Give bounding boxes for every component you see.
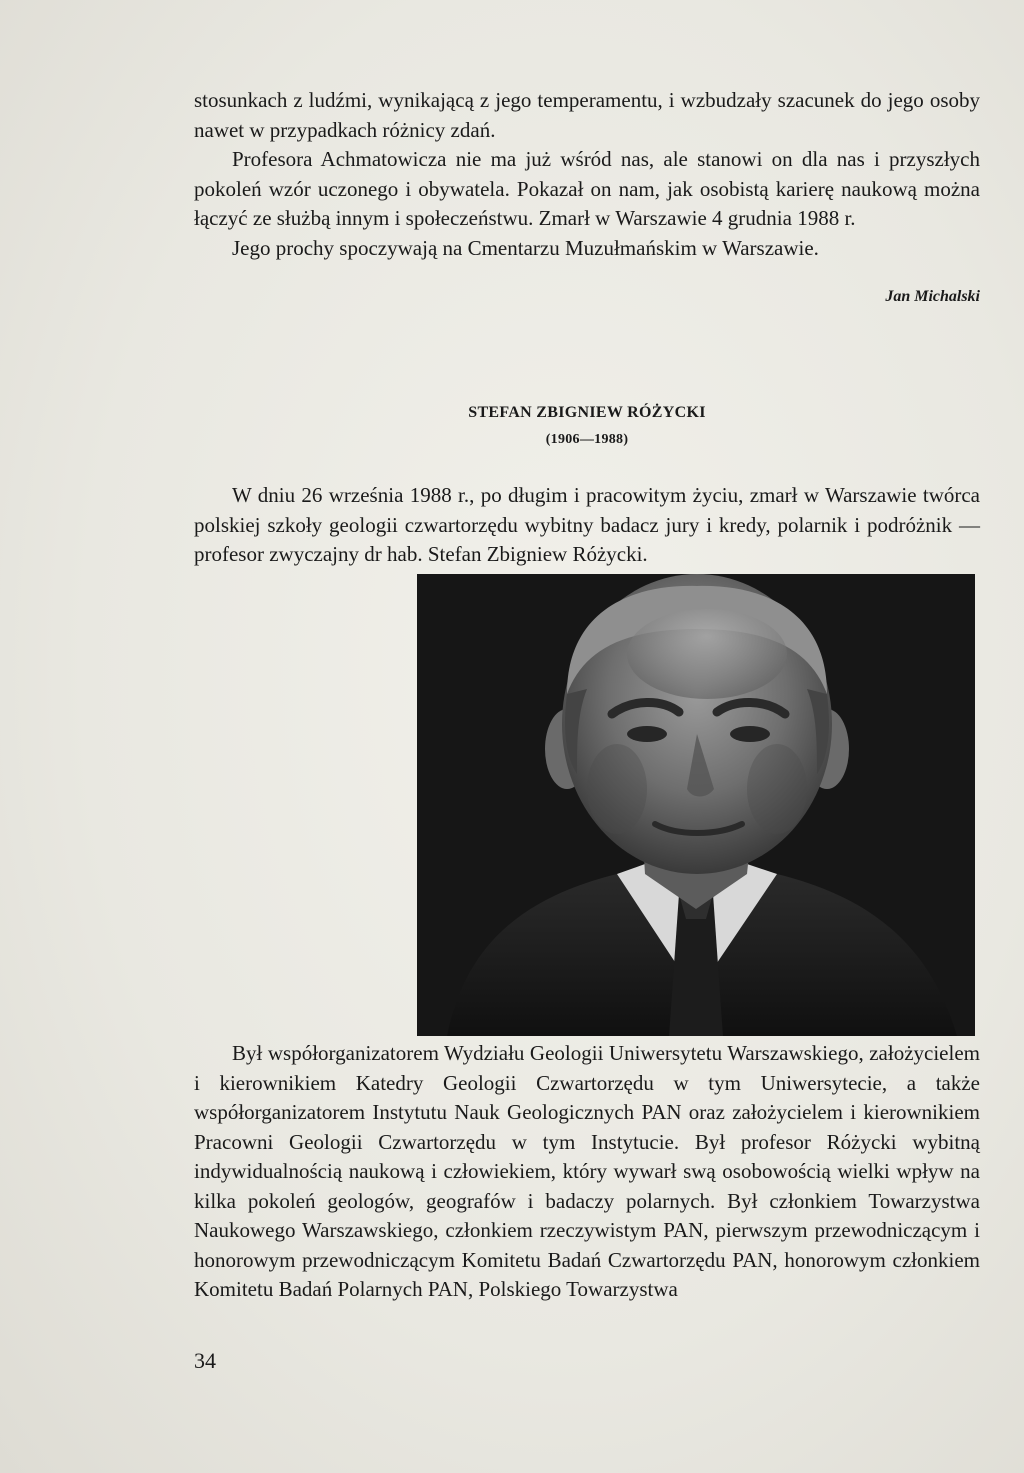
intro-text-block [194,481,980,570]
portrait-illustration [417,574,975,1036]
paragraph-continuation: stosunkach z ludźmi, wynikającą z jego temperamentu, i wzbudzały szacunek do jego osoby nawet w przypadkach różnicy zdań. [194,88,980,142]
obituary-heading: STEFAN ZBIGNIEW RÓŻYCKI [468,404,706,421]
paragraph-tribute: Profesora Achmatowicza nie ma już wśród nas, ale stanowi on dla nas i przyszłych pokoleń wzór uczonego i obywatela. Pokazał on nam, jak osobistą karierę naukową można łączyć ze służbą innym i społeczeństwu. Zmarł w Warszawie 4 grudnia 1988 r. [194,147,980,230]
page-number: 34 [194,1348,216,1373]
body-text-block [194,1039,980,1305]
portrait-photo [417,574,975,1036]
obituary-years: (1906—1988) [545,432,629,447]
author-signature: Jan Michalski [885,288,980,305]
paragraph-burial: Jego prochy spoczywają na Cmentarzu Muzułmańskim w Warszawie. [232,235,819,260]
paragraph-biography: Był współorganizatorem Wydziału Geologii Uniwersytetu Warszawskiego, założycielem i kierownikiem Katedry Geologii Czwartorzędu w tym Uniwersytecie, a także współorganizatorem Instytutu Nauk Geologicznych PAN oraz założycielem i kierownikiem Pracowni Geologii Czwartorzędu w tym Instytucie. Był profesor Różycki wybitną indywidualnością naukową i człowiekiem, który wywarł swą osobowością wielki wpływ na kilka pokoleń geologów, geografów i badaczy polarnych. Był członkiem Towarzystwa Naukowego Warszawskiego, członkiem rzeczywistym PAN, pierwszym przewodniczącym i honorowym przewodniczącym Komitetu Badań Czwartorzędu PAN, honorowym członkiem Komitetu Badań Polarnych PAN, Polskiego Towarzystwa [194,1041,980,1301]
top-text-block [194,86,980,263]
paragraph-intro: W dniu 26 września 1988 r., po długim i pracowitym życiu, zmarł w Warszawie twórca polskiej szkoły geologii czwartorzędu wybitny badacz jury i kredy, polarnik i podróżnik — profesor zwyczajny dr hab. Stefan Zbigniew Różycki. [194,483,980,566]
